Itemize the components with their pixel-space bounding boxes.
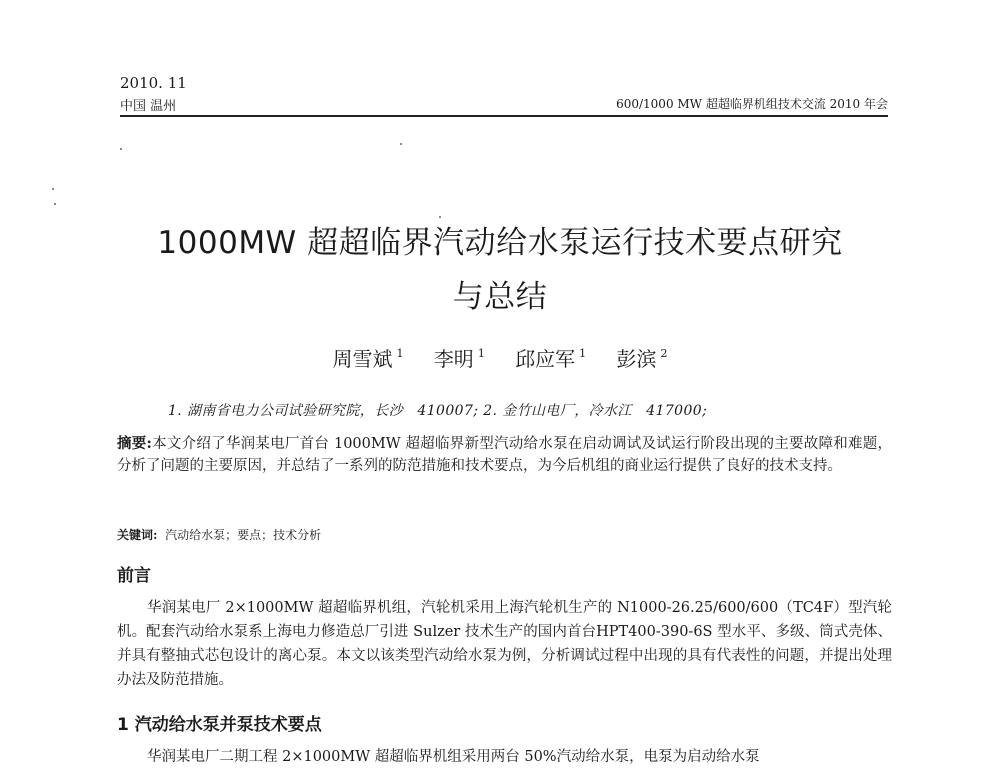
foreword-paragraph: 华润某电厂 2×1000MW 超超临界机组，汽轮机采用上海汽轮机生产的 N1000-26.25/600/600（TC4F）型汽轮机。配套汽动给水泵系上海电力修造总厂引进 Sulzer 技术生产的国内首台HPT400-390-6S 型水平、多级、筒式壳体、并具有整抽式芯包设计的离心泵。本文以该类型汽动给水泵为例，分析调试过程中出现的具有代表性的问题，并提出处理办法及防范措施。 xyxy=(117,600,892,688)
header-location: 中国 温州 xyxy=(120,99,177,114)
affiliations: 1. 湖南省电力公司试验研究院，长沙 410007; 2. 金竹山电厂，冷水江 417000; xyxy=(168,403,708,419)
keywords-label: 关键词: xyxy=(117,528,158,542)
title-line-2: 与总结 xyxy=(452,279,548,315)
header-conference: 600/1000 MW 超超临界机组技术交流 2010 年会 xyxy=(616,97,888,111)
section-1-paragraph: 华润某电厂二期工程 2×1000MW 超超临界机组采用两台 50%汽动给水泵，电泵为启动给水泵 xyxy=(147,749,760,765)
author: 邱应军 $^1$ xyxy=(515,347,587,371)
scan-speck xyxy=(120,148,122,150)
abstract-label: 摘要: xyxy=(117,435,152,452)
scan-speck xyxy=(400,143,402,145)
scan-speck xyxy=(54,203,56,205)
paper-title xyxy=(80,220,920,320)
keywords xyxy=(117,526,321,543)
scan-speck xyxy=(439,216,441,218)
title-line-1: 1000MW 超超临界汽动给水泵运行技术要点研究 xyxy=(157,225,843,261)
scan-speck xyxy=(52,188,54,190)
author: 李明 $^1$ xyxy=(433,347,485,371)
author-list xyxy=(0,343,1000,372)
section-heading-foreword: 前言 xyxy=(117,566,151,586)
abstract xyxy=(117,433,892,477)
author: 彭滨 $^2$ xyxy=(616,347,668,371)
header-rule xyxy=(120,115,888,117)
author: 周雪斌 $^1$ xyxy=(332,347,404,371)
header-date: 2010. 11 xyxy=(120,74,187,92)
keywords-text: 汽动给水泵；要点；技术分析 xyxy=(165,528,322,542)
section-heading-1: 1 汽动给水泵并泵技术要点 xyxy=(117,715,322,735)
abstract-text: 本文介绍了华润某电厂首台 1000MW 超超临界新型汽动给水泵在启动调试及试运行阶段出现的主要故障和难题，分析了问题的主要原因，并总结了一系列的防范措施和技术要点，为今后机组的商业运行提供了良好的技术支持。 xyxy=(117,436,892,474)
